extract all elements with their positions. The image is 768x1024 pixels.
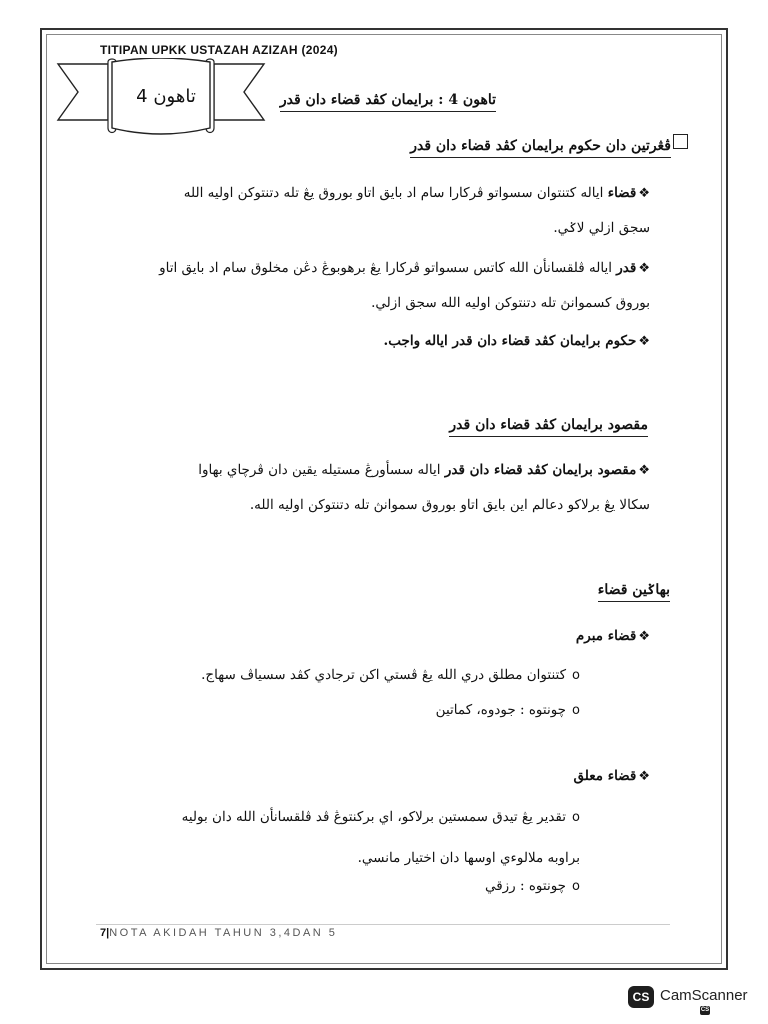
diamond-bullet-icon: ❖ xyxy=(638,261,650,276)
meaning-statement xyxy=(110,453,650,523)
meaning-line-2: سکالا يڠ برلاکو دعالم اين بايق اتاو بوروق سموانڽ تله دتنتوکن اوليه الله. xyxy=(249,497,650,513)
camscanner-sub-icon: CS xyxy=(700,1007,710,1013)
ruling-text: حکوم برايمان کڤد قضاء دان قدر اياله واجب. xyxy=(383,333,637,349)
header-title: TITIPAN UPKK USTAZAH AZIZAH (2024) xyxy=(100,43,338,57)
qada-definition xyxy=(110,176,650,246)
diamond-bullet-icon: ❖ xyxy=(638,769,650,784)
footer-divider xyxy=(96,924,670,925)
mubram-item-2-text: چونتوه : جودوه، کماتين xyxy=(435,702,567,718)
ruling-statement xyxy=(110,324,650,359)
qada-line-2: سجق ازلي لاݢي. xyxy=(553,220,650,236)
mubram-item-1-text: کتنتوان مطلق دري الله يڠ ڤستي اکن ترجادي کڤد سسياڤ سهاج. xyxy=(201,667,567,683)
ribbon-label: تاهون 4 xyxy=(136,86,196,107)
qadar-definition xyxy=(110,251,650,321)
qada-muallaq-title: قضاء معلق xyxy=(573,768,637,784)
topic-title: تاهون 4 : برايمان کڤد قضاء دان قدر xyxy=(280,92,496,112)
meaning-term: مقصود برايمان کڤد قضاء دان قدر xyxy=(444,462,637,478)
circle-bullet-icon: o xyxy=(572,668,580,683)
muallaq-item-1 xyxy=(120,797,580,879)
meaning-line-1: اياله سسأورڠ مستيله يقين دان ڤرچاي بهاوا xyxy=(198,462,441,478)
footer-text: NOTA AKIDAH TAHUN 3,4DAN 5 xyxy=(109,927,338,939)
circle-bullet-icon: o xyxy=(572,879,580,894)
qada-line-1: اياله کتنتوان سسواتو ڤرکارا سام اد بايق اتاو بوروق يڠ تله دتنتوکن اوليه الله xyxy=(183,185,604,201)
camscanner-logo-icon: CS xyxy=(628,986,654,1008)
qada-muallaq-label xyxy=(110,759,650,794)
footer: 7|NOTA AKIDAH TAHUN 3,4DAN 5 xyxy=(100,927,338,939)
section-heading-meaning: مقصود برايمان کڤد قضاء دان قدر xyxy=(449,417,648,437)
diamond-bullet-icon: ❖ xyxy=(638,629,650,644)
mubram-item-2 xyxy=(130,692,580,729)
qada-term: قضاء xyxy=(607,185,637,201)
muallaq-item-2 xyxy=(130,868,580,905)
page-number: 7 xyxy=(100,927,107,939)
diamond-bullet-icon: ❖ xyxy=(638,186,650,201)
muallaq-item-2-text: چونتوه : رزقي xyxy=(484,878,567,894)
section-heading-types: بهاݢين قضاء xyxy=(598,582,670,602)
circle-bullet-icon: o xyxy=(572,703,580,718)
qada-mubram-title: قضاء مبرم xyxy=(575,628,637,644)
qada-mubram-label xyxy=(110,619,650,654)
diamond-bullet-icon: ❖ xyxy=(638,334,650,349)
mubram-item-1 xyxy=(130,657,580,694)
qadar-term: قدر xyxy=(616,260,637,276)
camscanner-label: CamScanner xyxy=(660,987,748,1004)
muallaq-item-1-line-2: براوبه ملالوءي اوسها دان اختيار مانسي. xyxy=(357,850,580,866)
qadar-line-2: بوروق کسموانڽ تله دتنتوکن اوليه الله سجق ازلي. xyxy=(371,295,650,311)
muallaq-item-1-line-1: تقدير يڠ تيدق سمستين برلاکو، اي برکنتوڠ ڤد ڤلقسانأن الله دان بوليه xyxy=(181,809,567,825)
checkbox-icon xyxy=(673,134,688,149)
qadar-line-1: اياله ڤلقسانأن الله کاتس سسواتو ڤرکارا يڠ برهوبوڠ دڠن مخلوق سام اد بايق اتاو xyxy=(159,260,612,276)
diamond-bullet-icon: ❖ xyxy=(638,463,650,478)
circle-bullet-icon: o xyxy=(572,810,580,825)
section-heading-definition: ڤڠرتين دان حکوم برايمان کڤد قضاء دان قدر xyxy=(410,138,671,158)
